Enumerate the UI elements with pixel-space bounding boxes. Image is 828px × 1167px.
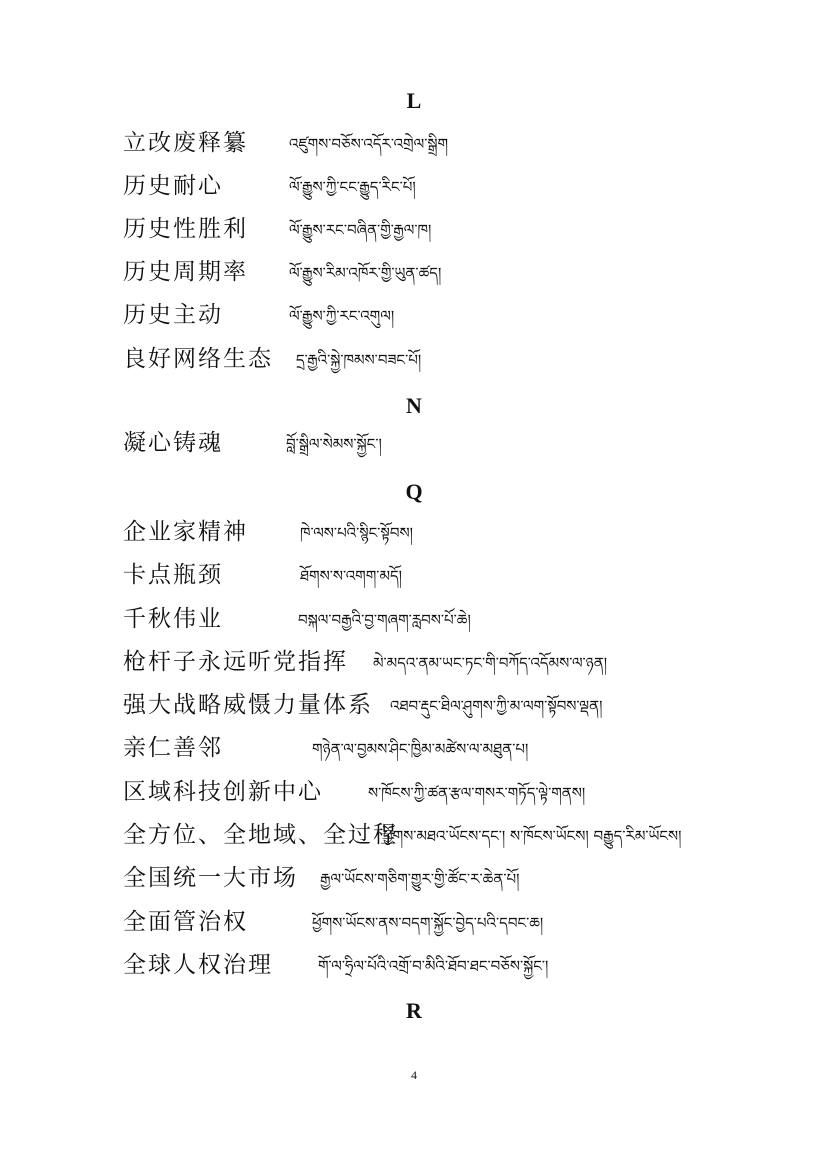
glossary-entry	[0, 171, 828, 203]
tibetan-term: མེ་མདའ་ནམ་ཡང་ཏང་གི་བཀོད་འདོམས་ལ་ཉན།	[373, 654, 608, 672]
tibetan-term: འཛུགས་བཅོས་འདོར་འགྲེལ་སྒྲིག	[289, 135, 449, 153]
tibetan-term: བློ་སྒྲིལ་སེམས་སྐྱོང་།	[286, 435, 382, 453]
tibetan-term: ལོ་རྒྱུས་རང་བཞིན་གྱི་རྒྱལ་ཁ།	[289, 221, 432, 239]
chinese-term: 立改废释纂	[123, 130, 248, 156]
tibetan-term: དྲ་རྒྱའི་སྐྱེ་ཁམས་བཟང་པོ།	[296, 351, 422, 369]
tibetan-term: ལོ་རྒྱུས་ཀྱི་རང་འགུལ།	[289, 307, 395, 325]
glossary-entry	[0, 257, 828, 289]
glossary-entry	[0, 690, 828, 722]
tibetan-term: ཐོགས་ས་འགག་མདོ།	[300, 567, 402, 585]
section-letter-l: L	[406, 88, 422, 113]
chinese-term: 亲仁善邻	[123, 735, 223, 761]
tibetan-term: འཐབ་རྡུང་ཐིལ་ཤུགས་ཀྱི་མ་ལག་སྟོབས་ལྡན།	[390, 697, 603, 715]
glossary-entry	[0, 907, 828, 939]
tibetan-term: ཁེ་ལས་པའི་སྙིང་སྟོབས།	[300, 524, 413, 542]
tibetan-term: གོ་ལ་ཧྲིལ་པོའི་འགྲོ་བ་མིའི་ཐོབ་ཐང་བཅོས་སྐྱོང་།	[318, 957, 549, 975]
tibetan-term: རྒྱལ་ཡོངས་གཅིག་གྱུར་གྱི་ཚོང་ར་ཆེན་པོ།	[320, 870, 520, 888]
chinese-term: 历史性胜利	[123, 216, 248, 242]
glossary-entry	[0, 647, 828, 679]
chinese-term: 全球人权治理	[123, 952, 273, 978]
glossary-entry	[0, 344, 828, 376]
chinese-term: 历史周期率	[123, 259, 248, 285]
chinese-term: 枪杆子永远听党指挥	[123, 649, 348, 675]
glossary-entry	[0, 863, 828, 895]
glossary-entry	[0, 604, 828, 636]
chinese-term: 历史主动	[123, 302, 223, 328]
tibetan-term: ལོ་རྒྱུས་ཀྱི་ངང་རྒྱུད་རིང་པོ།	[289, 178, 416, 196]
chinese-term: 卡点瓶颈	[123, 562, 223, 588]
chinese-term: 全国统一大市场	[123, 865, 298, 891]
chinese-term: 历史耐心	[123, 173, 223, 199]
page-number: 4	[411, 1068, 417, 1082]
glossary-entry	[0, 128, 828, 160]
chinese-term: 凝心铸魂	[123, 430, 223, 456]
glossary-entry	[0, 777, 828, 809]
glossary-entry	[0, 820, 828, 852]
chinese-term: 企业家精神	[123, 519, 248, 545]
glossary-entry	[0, 428, 828, 460]
chinese-term: 区域科技创新中心	[123, 779, 323, 805]
glossary-entry	[0, 733, 828, 765]
chinese-term: 全方位、全地域、全过程	[123, 822, 398, 848]
chinese-term: 强大战略威慑力量体系	[123, 692, 373, 718]
glossary-entry	[0, 517, 828, 549]
glossary-entry	[0, 300, 828, 332]
chinese-term: 良好网络生态	[123, 346, 273, 372]
tibetan-term: ལོ་རྒྱུས་རིམ་འཁོར་གྱི་ཡུན་ཚད།	[289, 264, 442, 282]
glossary-entry	[0, 560, 828, 592]
section-letter-r: R	[406, 998, 422, 1023]
tibetan-term: ས་ཁོངས་ཀྱི་ཚན་རྩལ་གསར་གཏོད་ལྟེ་གནས།	[368, 784, 586, 802]
glossary-entry	[0, 950, 828, 982]
tibetan-term: གཉེན་ལ་བྱམས་ཤིང་ཁྱིམ་མཚེས་ལ་མཐུན་པ།	[312, 740, 529, 758]
section-letter-q: Q	[405, 479, 423, 504]
glossary-entry	[0, 214, 828, 246]
tibetan-term: བསྐལ་བརྒྱའི་བྱ་གཞག་རླབས་པོ་ཆེ།	[298, 611, 471, 629]
tibetan-term: ཕྱོགས་ཡོངས་ནས་བདག་སྐྱོང་བྱེད་པའི་དབང་ཆ།	[312, 914, 544, 932]
tibetan-term: ཕྱོགས་མཐའ་ཡོངས་དང་། ས་ཁོངས་ཡོངས། བརྒྱུད་རིམ་ཡོངས།	[383, 827, 682, 845]
section-letter-n: N	[406, 393, 422, 418]
chinese-term: 千秋伟业	[123, 606, 223, 632]
chinese-term: 全面管治权	[123, 909, 248, 935]
